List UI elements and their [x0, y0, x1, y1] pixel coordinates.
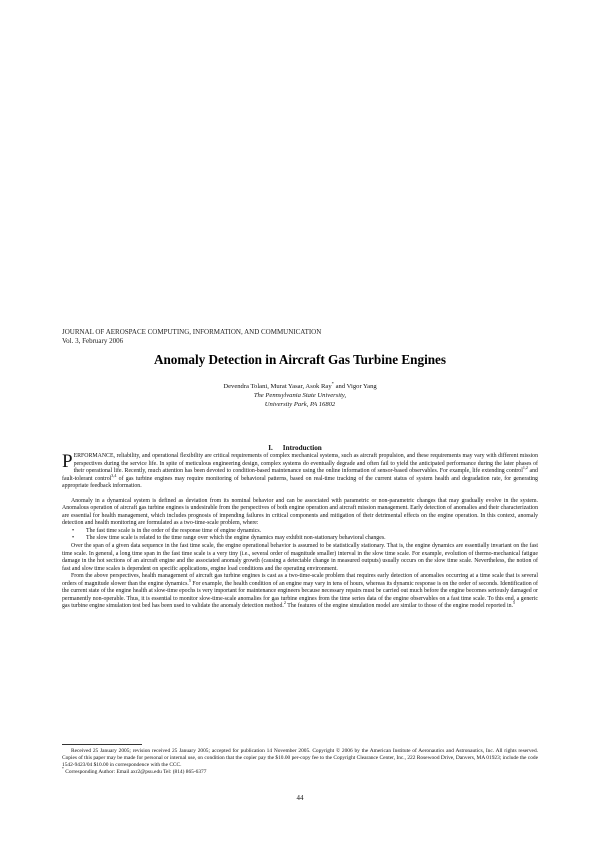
bullet-item: • The slow time scale is related to the time range over which the engine dynamics may exhibit non-stationary behavioral changes. — [80, 535, 538, 543]
body-text — [62, 453, 538, 611]
corresponding-mark: * — [331, 380, 334, 386]
author-names — [62, 380, 538, 392]
paragraph-1-text-a: , reliability, and operational flexibility are critical requirements of complex mechanical systems, such as aircraft propulsion, and these requirements may vary with different mission perspectives during the service life. In spite of meticulous engineering design, complex systems do eventually degrade and often fail to yield the anticipated performance during the later phases of their operational life. Recently, much attention has been devoted to condition-based maintenance using the online information of sensor-based observables. For example, life extending control — [73, 453, 538, 475]
received-note: Received 25 January 2005; revision received 25 January 2005; accepted for publication 14 November 2005. Copyright © 2006 by the American Institute of Aeronautics and Astronautics, Inc. All rights reserved. Copies of this paper may be made for personal or internal use, on condition that the copier pay the $10.00 per-copy fee to the Copyright Clearance Center, Inc., 222 Rosewood Drive, Danvers, MA 01923; include the code 1542-9423/04 $10.00 in correspondence with the CCC. — [62, 748, 538, 768]
journal-name: JOURNAL OF AEROSPACE COMPUTING, INFORMATION, AND COMMUNICATION — [62, 328, 322, 336]
corresponding-text: Corresponding Author: Email axr2@psu.edu Tel: (814) 865-6377 — [63, 768, 207, 775]
footnote-rule — [62, 744, 142, 745]
bullet-list — [62, 528, 538, 543]
bullet-item: • The fast time scale is in the order of the response time of engine dynamics. — [80, 528, 538, 536]
paragraph-4-text-c: The features of the engine simulation model are similar to those of the engine model reported in. — [285, 603, 513, 610]
corresponding-note — [62, 766, 538, 776]
page-number: 44 — [296, 794, 304, 802]
author-list: Devendra Tolani, Murat Yasar, Asok Ray — [223, 383, 332, 390]
paragraph-4 — [62, 573, 538, 611]
first-word: ERFORMANCE — [73, 453, 114, 459]
affiliation-line-1: The Pennsylvania State University, — [253, 391, 347, 399]
paragraph-1-text-c: of gas turbine engines may require monitoring of behavioral patterns, based on real-time tracking of the current status of system health and degradation rate, for generating appropriate feedback information. — [62, 475, 538, 490]
author-last: and Vigor Yang — [333, 383, 377, 390]
paragraph-1-text-b: and fault-tolerant control — [62, 468, 538, 482]
paragraph-2: Anomaly in a dynamical system is defined as deviation from its nominal behavior and can be associated with parametric or non-parametric changes that may gradually evolve in the system. Anomalous operation of aircraft gas turbine engines is undesirable from the perspectives of both engine operation and aircraft mission management. Early detection of anomalies and their characterization are essential for health management, which includes prognosis of impending failures in critical components and mitigation of their detrimental effects on the engine operation. In this context, anomaly detection and health monitoring are formulated as a two-time-scale problem, where: — [62, 497, 538, 527]
section-title: Introduction — [282, 444, 322, 452]
citation: 2 — [283, 600, 286, 606]
citation: 3,4 — [111, 472, 117, 478]
paragraph-1 — [62, 453, 538, 491]
journal-volume: Vol. 3, February 2006 — [62, 337, 124, 345]
paragraph-4-text-a: From the above perspectives, health management of aircraft gas turbine engines is cast as a two-time-scale problem that requires early detection of anomalies occurring at a time scale that is several orders of magnitude slower than the engine dynamics. — [62, 573, 538, 587]
citation: 1,2 — [522, 465, 528, 471]
corresponding-footnote-mark: * — [62, 766, 64, 771]
paper-title: Anomaly Detection in Aircraft Gas Turbine Engines — [153, 352, 447, 367]
paragraph-3: Over the span of a given data sequence in the fast time scale, the engine operational behavior is assumed to be statistically stationary. That is, the engine dynamics are essentially invariant on the fast time scale. In general, a long time span in the fast time scale is a very tiny (i.e., several order of magnitude smaller) interval in the slow time scale. For example, evolution of thermo-mechanical fatigue damage in the hot sections of an aircraft engine and the associated anomaly growth (causing a detectable change in measured outputs) usually occurs on the slow time scale. Nevertheless, the notion of fast and slow time scales is dependent on specific applications, engine load conditions and the operating environment. — [62, 543, 538, 572]
citation: 5 — [512, 600, 516, 606]
author-block — [62, 380, 538, 409]
section-heading — [62, 444, 538, 452]
journal-header — [62, 328, 542, 346]
section-number: I. — [268, 444, 273, 452]
citation: 5 — [188, 577, 191, 583]
affiliation-line-2: University Park, PA 16802 — [264, 400, 336, 408]
paragraph-4-text-b: For example, the health condition of an engine may vary in tens of hours, whereas its dynamic response is on the order of seconds. Identification of the current state of the engine health at slow-time epochs is very important for maintenance engineers because necessary repairs must be carried out much before the engine becomes seriously damaged or permanently non-operable. Thus, it is essential to monitor slow-time-scale anomalies for gas turbine engines from the time series data of the engine observables on a fast time scale. To this end, a generic gas turbine engine simulation test bed has been used to validate the anomaly detection method. — [62, 580, 538, 610]
footnotes — [62, 744, 538, 776]
drop-cap: P — [62, 451, 73, 472]
